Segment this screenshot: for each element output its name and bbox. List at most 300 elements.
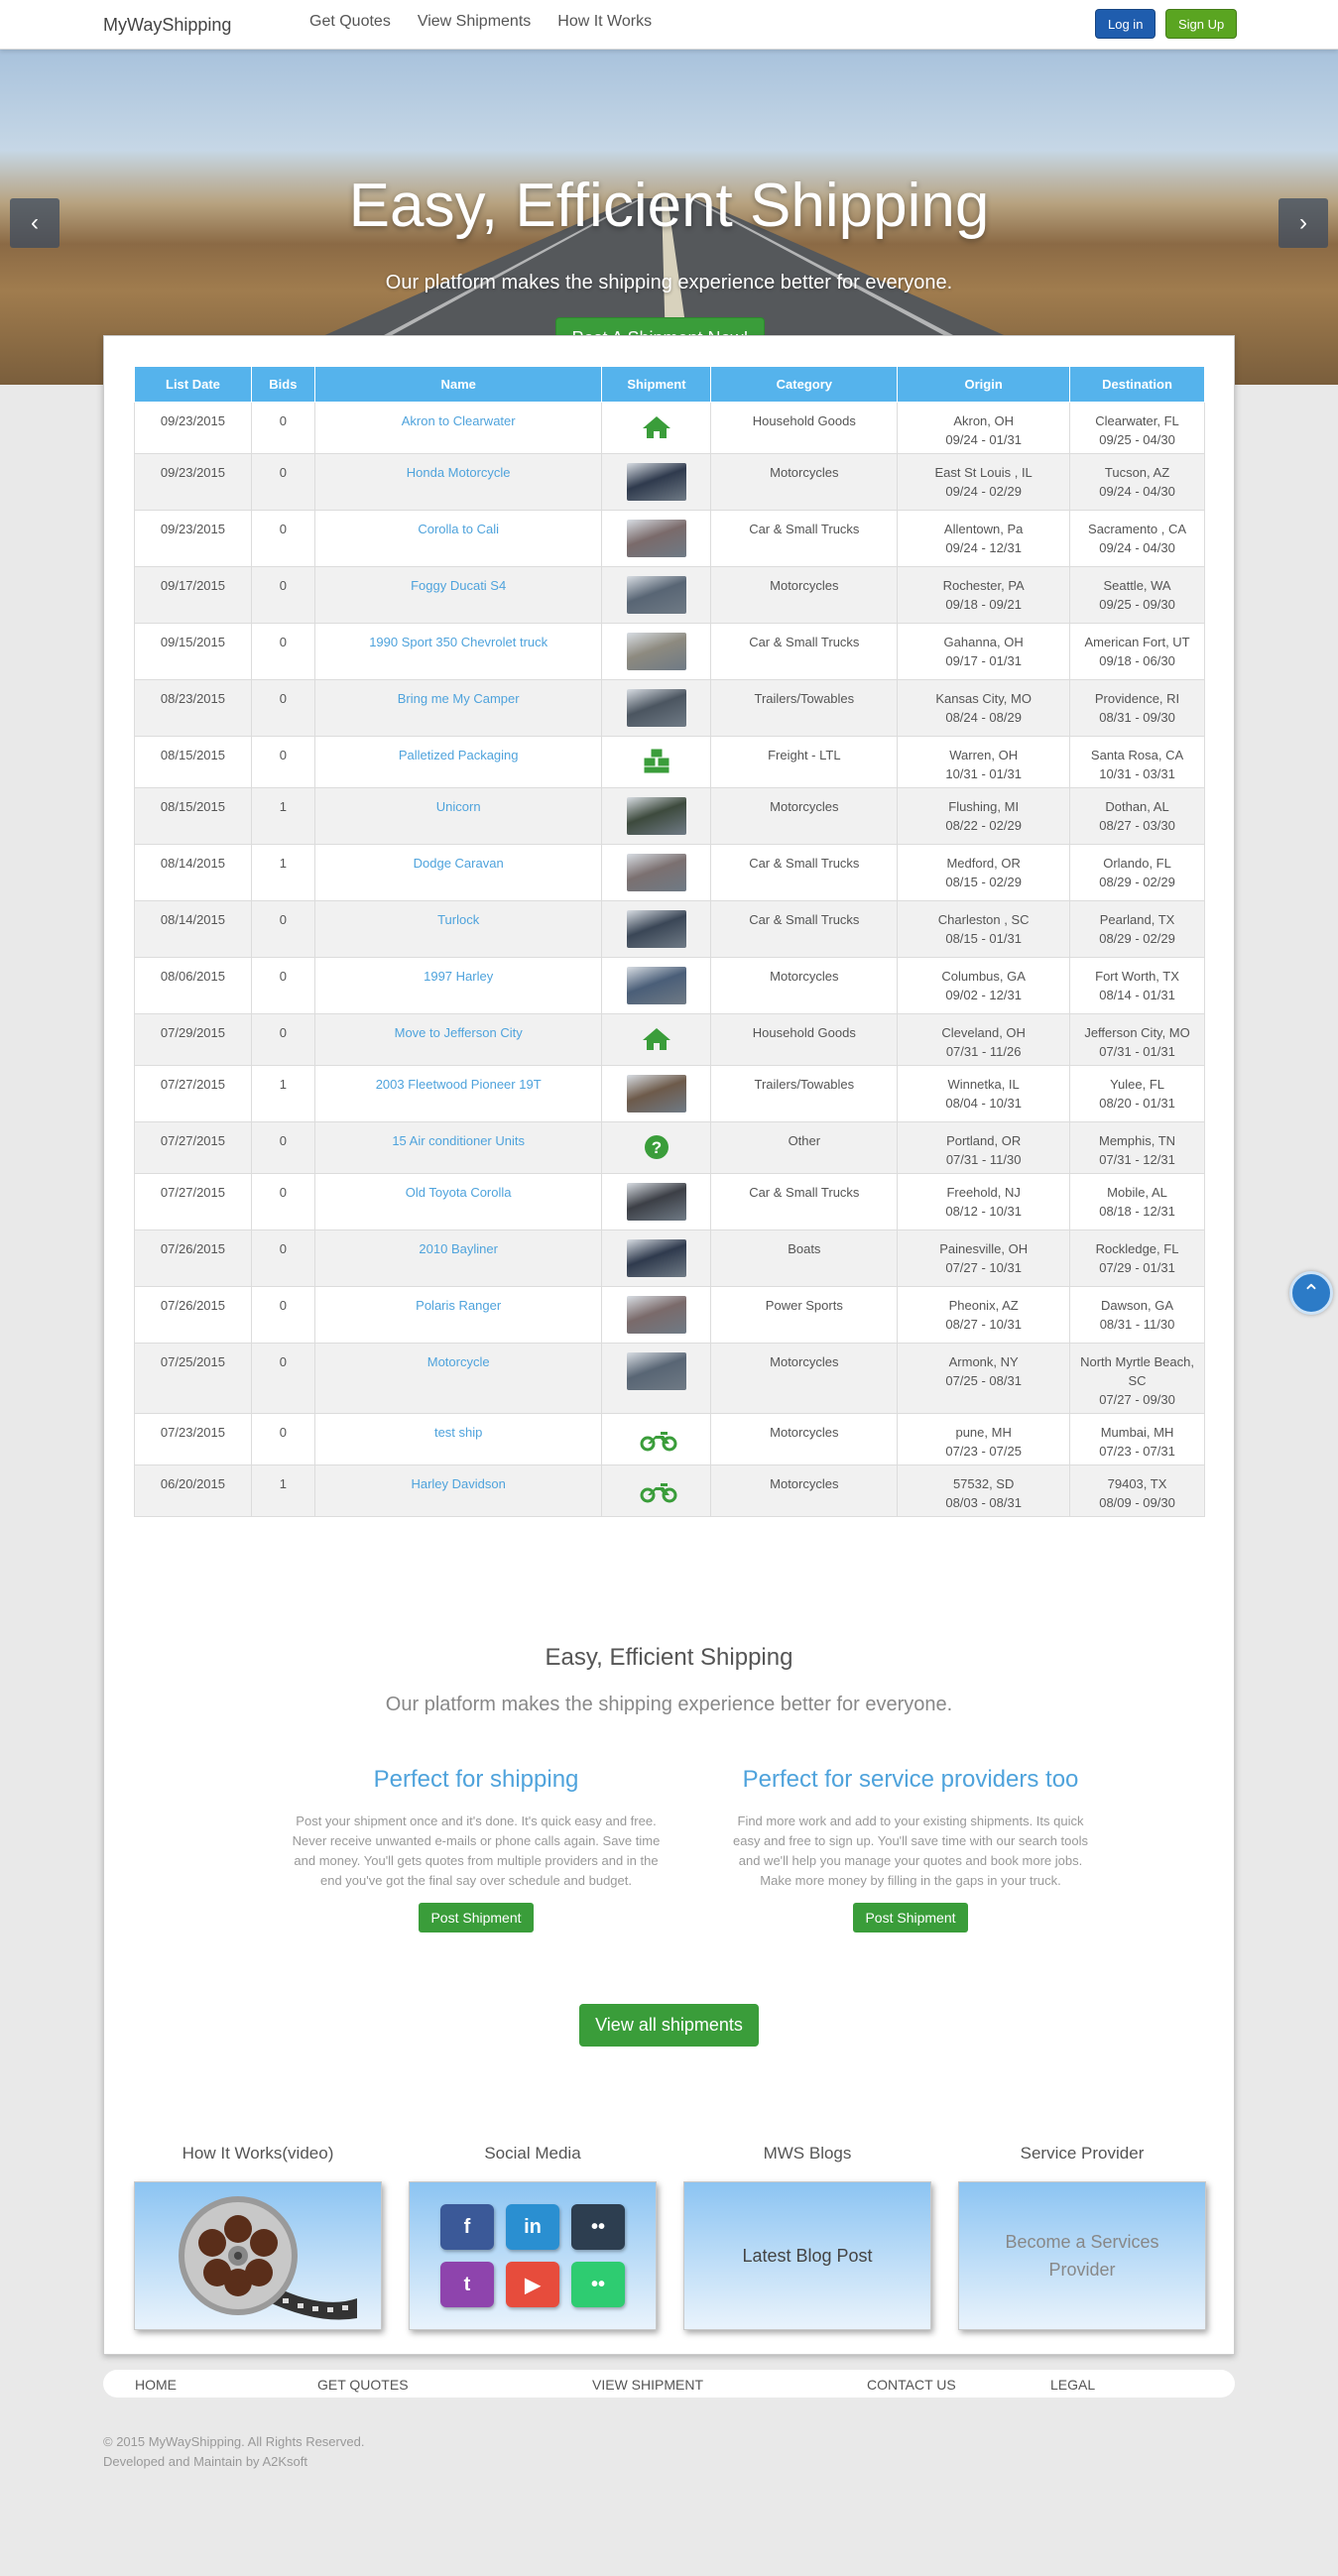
footer-home-link[interactable]: HOME — [135, 2377, 177, 2393]
house-icon — [639, 1023, 674, 1055]
about-columns — [134, 1766, 1204, 2004]
cell-origin — [898, 737, 1070, 788]
origin-dates: 07/31 - 11/26 — [945, 1044, 1022, 1059]
table-row[interactable] — [135, 511, 1205, 567]
cell-bids: 1 — [251, 788, 314, 845]
shipment-photo[interactable] — [627, 1075, 686, 1112]
cell-shipment — [602, 1122, 711, 1174]
shipment-name-link[interactable]: Unicorn — [435, 799, 481, 814]
origin-location: Flushing, MI — [948, 799, 1020, 814]
cell-name — [314, 567, 602, 624]
cell-shipment — [602, 1465, 711, 1517]
cell-list-date: 07/27/2015 — [135, 1174, 252, 1230]
cell-category: Freight - LTL — [711, 737, 898, 788]
table-row[interactable] — [135, 958, 1205, 1014]
origin-dates: 10/31 - 01/31 — [945, 766, 1022, 781]
cell-destination — [1070, 1014, 1205, 1066]
origin-location: Freehold, NJ — [946, 1185, 1021, 1200]
origin-dates: 07/31 - 11/30 — [945, 1152, 1022, 1167]
flickr-icon[interactable]: •• — [571, 2204, 625, 2250]
cell-shipment — [602, 737, 711, 788]
cell-list-date: 07/26/2015 — [135, 1287, 252, 1344]
destination-location: Fort Worth, TX — [1095, 969, 1179, 984]
cell-name — [314, 1014, 602, 1066]
cell-category: Car & Small Trucks — [711, 1174, 898, 1230]
origin-location: 57532, SD — [952, 1476, 1015, 1491]
shipments-table-body — [135, 403, 1205, 1517]
destination-location: American Fort, UT — [1084, 635, 1190, 649]
become-provider-box[interactable] — [958, 2181, 1206, 2330]
table-row[interactable] — [135, 901, 1205, 958]
cell-bids: 0 — [251, 454, 314, 511]
cell-bids: 0 — [251, 1174, 314, 1230]
table-row[interactable] — [135, 680, 1205, 737]
cell-list-date: 06/20/2015 — [135, 1465, 252, 1517]
cell-category: Car & Small Trucks — [711, 624, 898, 680]
destination-dates: 08/29 - 02/29 — [1099, 875, 1175, 889]
cell-list-date: 07/27/2015 — [135, 1066, 252, 1122]
shipment-photo[interactable] — [627, 1239, 686, 1277]
post-shipment-button-2[interactable]: Post Shipment — [853, 1903, 967, 1932]
shipment-name-link[interactable]: 2010 Bayliner — [419, 1241, 498, 1256]
about-subtitle: Our platform makes the shipping experience better for everyone. — [385, 1694, 953, 1715]
cell-origin — [898, 1344, 1070, 1414]
footer-view-shipment-link[interactable]: VIEW SHIPMENT — [592, 2377, 704, 2393]
origin-dates: 08/04 - 10/31 — [945, 1096, 1022, 1111]
nav-how-it-works[interactable]: How It Works — [557, 13, 653, 30]
widgets-row — [134, 2144, 1204, 2352]
footer-contact-link[interactable]: CONTACT US — [867, 2377, 956, 2393]
origin-location: pune, MH — [955, 1425, 1012, 1440]
footer-get-quotes-link[interactable]: GET QUOTES — [317, 2377, 409, 2393]
facebook-icon[interactable]: f — [440, 2204, 494, 2250]
cell-shipment — [602, 1344, 711, 1414]
destination-location: Memphis, TN — [1099, 1133, 1176, 1148]
destination-location: Clearwater, FL — [1095, 413, 1179, 428]
cell-list-date: 08/14/2015 — [135, 901, 252, 958]
destination-dates: 08/31 - 09/30 — [1099, 710, 1175, 725]
signup-button[interactable]: Sign Up — [1165, 9, 1237, 39]
table-row[interactable] — [135, 454, 1205, 511]
destination-location: 79403, TX — [1107, 1476, 1167, 1491]
shipment-name-link[interactable]: Motorcycle — [426, 1354, 490, 1369]
table-row[interactable] — [135, 1066, 1205, 1122]
latest-blog-link[interactable]: Latest Blog Post — [742, 2246, 873, 2266]
origin-location: Akron, OH — [953, 413, 1014, 428]
shipment-photo[interactable] — [627, 797, 686, 835]
table-row[interactable] — [135, 624, 1205, 680]
shipment-name-link[interactable]: 1990 Sport 350 Chevrolet truck — [369, 635, 548, 649]
cell-name — [314, 454, 602, 511]
cell-category: Household Goods — [711, 403, 898, 454]
cell-category: Motorcycles — [711, 454, 898, 511]
origin-dates: 08/22 - 02/29 — [945, 818, 1022, 833]
origin-dates: 08/12 - 10/31 — [945, 1204, 1022, 1219]
cell-destination — [1070, 1287, 1205, 1344]
cell-name — [314, 1230, 602, 1287]
destination-location: Yulee, FL — [1110, 1077, 1164, 1092]
cell-shipment — [602, 788, 711, 845]
shipment-name-link[interactable]: 15 Air conditioner Units — [392, 1133, 525, 1148]
brand-logo[interactable]: MyWayShipping — [103, 15, 232, 35]
footer-legal-link[interactable]: LEGAL — [1050, 2377, 1096, 2393]
col-name[interactable]: Name — [314, 367, 602, 403]
table-row[interactable] — [135, 737, 1205, 788]
cell-category: Car & Small Trucks — [711, 845, 898, 901]
origin-location: Allentown, Pa — [943, 522, 1024, 536]
cell-origin — [898, 403, 1070, 454]
cell-shipment — [602, 845, 711, 901]
linkedin-icon[interactable]: in — [506, 2204, 559, 2250]
destination-location: Orlando, FL — [1103, 856, 1171, 871]
shipment-name-link[interactable]: Turlock — [437, 912, 480, 927]
shipment-photo[interactable] — [627, 633, 686, 670]
cell-destination — [1070, 567, 1205, 624]
cell-bids: 0 — [251, 567, 314, 624]
cell-name — [314, 511, 602, 567]
cell-list-date: 09/23/2015 — [135, 511, 252, 567]
origin-dates: 09/02 - 12/31 — [945, 988, 1022, 1002]
cell-category: Motorcycles — [711, 788, 898, 845]
destination-location: Sacramento , CA — [1088, 522, 1187, 536]
destination-dates: 09/18 - 06/30 — [1099, 653, 1175, 668]
cell-category: Motorcycles — [711, 567, 898, 624]
cell-category: Household Goods — [711, 1014, 898, 1066]
cell-category: Motorcycles — [711, 958, 898, 1014]
twitter-icon[interactable]: t — [440, 2262, 494, 2307]
video-widget — [134, 2144, 382, 2330]
shipment-photo[interactable] — [627, 689, 686, 727]
cell-bids: 1 — [251, 1066, 314, 1122]
origin-dates: 09/17 - 01/31 — [945, 653, 1022, 668]
motorcycle-icon — [639, 1423, 674, 1455]
cell-destination — [1070, 1230, 1205, 1287]
cell-bids: 1 — [251, 845, 314, 901]
social-widget-title: Social Media — [484, 2144, 581, 2163]
shipment-photo[interactable] — [627, 576, 686, 614]
shipment-name-link[interactable]: Old Toyota Corolla — [405, 1185, 512, 1200]
video-widget-title: How It Works(video) — [182, 2144, 334, 2163]
col-category[interactable]: Category — [711, 367, 898, 403]
carousel-next-button[interactable]: › — [1278, 198, 1328, 248]
cell-destination — [1070, 788, 1205, 845]
cell-name — [314, 1287, 602, 1344]
provider-title: Perfect for service providers too — [742, 1766, 1079, 1793]
destination-location: Pearland, TX — [1099, 912, 1175, 927]
origin-dates: 09/24 - 02/29 — [945, 484, 1022, 499]
cell-bids: 0 — [251, 680, 314, 737]
latest-blog-box[interactable] — [683, 2181, 931, 2330]
shipment-name-link[interactable]: 2003 Fleetwood Pioneer 19T — [375, 1077, 542, 1092]
origin-dates: 09/24 - 12/31 — [945, 540, 1022, 555]
shipment-name-link[interactable]: Move to Jefferson City — [394, 1025, 523, 1040]
shipment-name-link[interactable]: Harley Davidson — [411, 1476, 506, 1491]
cell-name — [314, 624, 602, 680]
origin-dates: 08/15 - 01/31 — [945, 931, 1022, 946]
shipment-name-link[interactable]: Bring me My Camper — [397, 691, 520, 706]
cell-origin — [898, 1465, 1070, 1517]
table-row[interactable] — [135, 1014, 1205, 1066]
cell-origin — [898, 1122, 1070, 1174]
shipment-name-link[interactable]: 1997 Harley — [424, 969, 494, 984]
cell-name — [314, 901, 602, 958]
shipment-name-link[interactable]: test ship — [433, 1425, 483, 1440]
origin-location: Warren, OH — [949, 748, 1019, 762]
provider-column — [707, 1766, 1114, 1932]
youtube-icon[interactable]: ▶ — [506, 2262, 559, 2307]
view-all-shipments-button[interactable]: View all shipments — [579, 2004, 759, 2047]
social-icons-grid — [440, 2204, 625, 2307]
cell-list-date: 07/26/2015 — [135, 1230, 252, 1287]
col-list-date[interactable]: List Date — [135, 367, 252, 403]
destination-location: Mumbai, MH — [1100, 1425, 1174, 1440]
table-row[interactable] — [135, 845, 1205, 901]
cell-bids: 0 — [251, 1014, 314, 1066]
destination-dates: 10/31 - 03/31 — [1099, 766, 1175, 781]
col-destination[interactable]: Destination — [1070, 367, 1205, 403]
cell-category: Motorcycles — [711, 1465, 898, 1517]
cell-list-date: 07/27/2015 — [135, 1122, 252, 1174]
cell-bids: 0 — [251, 1287, 314, 1344]
origin-location: Armonk, NY — [948, 1354, 1019, 1369]
blogs-widget-title: MWS Blogs — [763, 2144, 852, 2163]
top-navbar — [0, 0, 1338, 50]
copyright — [103, 2432, 1338, 2502]
cell-category: Trailers/Towables — [711, 680, 898, 737]
motorcycle-icon — [639, 1474, 674, 1506]
shipments-table — [134, 366, 1205, 1517]
table-row[interactable] — [135, 1287, 1205, 1344]
table-row[interactable] — [135, 1344, 1205, 1414]
destination-location: Dothan, AL — [1105, 799, 1169, 814]
shipment-photo[interactable] — [627, 967, 686, 1004]
origin-location: Medford, OR — [946, 856, 1021, 871]
cell-list-date: 09/23/2015 — [135, 454, 252, 511]
cell-bids: 0 — [251, 901, 314, 958]
destination-dates: 08/18 - 12/31 — [1099, 1204, 1175, 1219]
cell-list-date: 08/15/2015 — [135, 788, 252, 845]
cell-name — [314, 845, 602, 901]
table-row[interactable] — [135, 567, 1205, 624]
provider-text: Find more work and add to your existing shipments. Its quick easy and free to sign up. You'll save time with our search tools and we'll help you manage your quotes and book more jobs. Make more money by filling in the gaps in your truck. — [732, 1814, 1089, 1888]
cell-destination — [1070, 403, 1205, 454]
cell-name — [314, 1066, 602, 1122]
destination-dates: 07/31 - 12/31 — [1099, 1152, 1175, 1167]
shipment-photo[interactable] — [627, 520, 686, 557]
destination-dates: 07/27 - 09/30 — [1099, 1392, 1175, 1407]
become-provider-link[interactable]: Become a Services Provider — [1005, 2232, 1159, 2280]
shipment-photo[interactable] — [627, 1352, 686, 1390]
table-row[interactable] — [135, 788, 1205, 845]
table-row[interactable] — [135, 1414, 1205, 1465]
shipment-photo[interactable] — [627, 910, 686, 948]
nav-get-quotes[interactable]: Get Quotes — [309, 13, 391, 30]
origin-location: Winnetka, IL — [947, 1077, 1020, 1092]
destination-dates: 08/27 - 03/30 — [1099, 818, 1175, 833]
shipper-title: Perfect for shipping — [373, 1766, 579, 1793]
cell-bids: 0 — [251, 1230, 314, 1287]
origin-location: Kansas City, MO — [935, 691, 1032, 706]
destination-dates: 09/24 - 04/30 — [1099, 484, 1175, 499]
footer-nav — [103, 2370, 1235, 2398]
cell-list-date: 09/17/2015 — [135, 567, 252, 624]
table-row[interactable] — [135, 403, 1205, 454]
origin-location: Charleston , SC — [937, 912, 1030, 927]
cell-destination — [1070, 511, 1205, 567]
origin-dates: 07/23 - 07/25 — [945, 1444, 1022, 1459]
origin-dates: 08/27 - 10/31 — [945, 1317, 1022, 1332]
cell-origin — [898, 1287, 1070, 1344]
main-content — [103, 335, 1235, 2355]
cell-category: Car & Small Trucks — [711, 511, 898, 567]
shipment-photo[interactable] — [627, 1296, 686, 1334]
shipment-name-link[interactable]: Foggy Ducati S4 — [411, 578, 507, 593]
destination-dates: 08/29 - 02/29 — [1099, 931, 1175, 946]
cell-name — [314, 958, 602, 1014]
cell-bids: 0 — [251, 1122, 314, 1174]
cell-origin — [898, 624, 1070, 680]
cell-name — [314, 737, 602, 788]
cell-bids: 0 — [251, 1414, 314, 1465]
flickr-alt-icon[interactable]: •• — [571, 2262, 625, 2307]
about-title: Easy, Efficient Shipping — [545, 1644, 793, 1671]
post-shipment-button-1[interactable]: Post Shipment — [419, 1903, 533, 1932]
cell-list-date: 09/15/2015 — [135, 624, 252, 680]
cell-destination — [1070, 845, 1205, 901]
cell-bids: 1 — [251, 1465, 314, 1517]
shipment-photo[interactable] — [627, 1183, 686, 1221]
carousel-prev-button[interactable]: ‹ — [10, 198, 60, 248]
cell-shipment — [602, 1014, 711, 1066]
destination-location: Dawson, GA — [1101, 1298, 1174, 1313]
cell-shipment — [602, 1230, 711, 1287]
cell-list-date: 08/06/2015 — [135, 958, 252, 1014]
cell-origin — [898, 845, 1070, 901]
table-row[interactable] — [135, 1230, 1205, 1287]
shipment-name-link[interactable]: Palletized Packaging — [398, 748, 519, 762]
cell-bids: 0 — [251, 958, 314, 1014]
cell-origin — [898, 1014, 1070, 1066]
social-box — [409, 2181, 657, 2330]
origin-location: Painesville, OH — [939, 1241, 1029, 1256]
table-row[interactable] — [135, 1122, 1205, 1174]
developer-text: Developed and Maintain by A2Ksoft — [103, 2454, 307, 2469]
shipment-photo[interactable] — [627, 854, 686, 891]
cell-origin — [898, 788, 1070, 845]
destination-dates: 08/31 - 11/30 — [1099, 1317, 1175, 1332]
login-button[interactable]: Log in — [1095, 9, 1156, 39]
destination-dates: 09/25 - 04/30 — [1099, 432, 1175, 447]
destination-location: Tucson, AZ — [1104, 465, 1170, 480]
table-header-row — [135, 367, 1205, 403]
origin-dates: 08/03 - 08/31 — [945, 1495, 1022, 1510]
cell-destination — [1070, 1066, 1205, 1122]
col-origin[interactable]: Origin — [898, 367, 1070, 403]
cell-origin — [898, 511, 1070, 567]
cell-shipment — [602, 901, 711, 958]
scroll-to-top-button[interactable] — [1289, 1271, 1333, 1315]
shipment-name-link[interactable]: Corolla to Cali — [418, 522, 499, 536]
shipment-name-link[interactable]: Dodge Caravan — [413, 856, 504, 871]
provider-widget-title: Service Provider — [1020, 2144, 1145, 2163]
cell-destination — [1070, 1465, 1205, 1517]
table-row[interactable] — [135, 1465, 1205, 1517]
cell-name — [314, 788, 602, 845]
cell-origin — [898, 901, 1070, 958]
destination-dates: 08/14 - 01/31 — [1099, 988, 1175, 1002]
cell-shipment — [602, 403, 711, 454]
shipment-name-link[interactable]: Honda Motorcycle — [406, 465, 511, 480]
col-bids[interactable]: Bids — [251, 367, 314, 403]
video-box[interactable] — [134, 2181, 382, 2330]
destination-dates: 08/20 - 01/31 — [1099, 1096, 1175, 1111]
cell-category: Other — [711, 1122, 898, 1174]
origin-dates: 07/27 - 10/31 — [945, 1260, 1022, 1275]
nav-view-shipments[interactable]: View Shipments — [417, 13, 532, 30]
cell-category: Motorcycles — [711, 1344, 898, 1414]
cell-shipment — [602, 958, 711, 1014]
destination-dates: 07/31 - 01/31 — [1099, 1044, 1175, 1059]
cell-destination — [1070, 1414, 1205, 1465]
table-row[interactable] — [135, 1174, 1205, 1230]
destination-location: Jefferson City, MO — [1084, 1025, 1190, 1040]
destination-dates: 07/29 - 01/31 — [1099, 1260, 1175, 1275]
cell-list-date: 09/23/2015 — [135, 403, 252, 454]
cell-name — [314, 1122, 602, 1174]
cell-category: Power Sports — [711, 1287, 898, 1344]
origin-location: Gahanna, OH — [943, 635, 1024, 649]
shipment-photo[interactable] — [627, 463, 686, 501]
cell-shipment — [602, 1287, 711, 1344]
cell-shipment — [602, 624, 711, 680]
cell-bids: 0 — [251, 1344, 314, 1414]
cell-name — [314, 1465, 602, 1517]
shipper-text: Post your shipment once and it's done. It's quick easy and free. Never receive unwanted e-mails or phone calls again. Save time and money. You'll gets quotes from multiple providers and in the end you've got the final say over schedule and budget. — [292, 1814, 661, 1888]
hero-subtitle: Our platform makes the shipping experience better for everyone. — [385, 272, 953, 293]
provider-widget — [958, 2144, 1206, 2330]
cell-name — [314, 403, 602, 454]
question-icon — [639, 1131, 674, 1163]
cell-list-date: 07/23/2015 — [135, 1414, 252, 1465]
shipment-name-link[interactable]: Akron to Clearwater — [401, 413, 516, 428]
house-icon — [639, 411, 674, 443]
cell-list-date: 07/29/2015 — [135, 1014, 252, 1066]
col-shipment[interactable]: Shipment — [602, 367, 711, 403]
cell-shipment — [602, 1174, 711, 1230]
cell-list-date: 08/15/2015 — [135, 737, 252, 788]
destination-dates: 09/25 - 09/30 — [1099, 597, 1175, 612]
destination-location: Providence, RI — [1094, 691, 1180, 706]
destination-dates: 07/23 - 07/31 — [1099, 1444, 1175, 1459]
destination-location: Santa Rosa, CA — [1090, 748, 1184, 762]
origin-location: East St Louis , IL — [934, 465, 1033, 480]
blogs-widget — [683, 2144, 931, 2330]
cell-origin — [898, 1174, 1070, 1230]
destination-location: Seattle, WA — [1103, 578, 1171, 593]
cell-name — [314, 1174, 602, 1230]
social-widget — [409, 2144, 657, 2330]
cell-destination — [1070, 958, 1205, 1014]
destination-location: Rockledge, FL — [1095, 1241, 1179, 1256]
boxes-icon — [639, 746, 674, 777]
shipment-name-link[interactable]: Polaris Ranger — [416, 1298, 502, 1313]
cell-name — [314, 1414, 602, 1465]
copyright-text: © 2015 MyWayShipping. All Rights Reserved. — [103, 2434, 365, 2449]
origin-dates: 08/15 - 02/29 — [945, 875, 1022, 889]
destination-dates: 09/24 - 04/30 — [1099, 540, 1175, 555]
cell-origin — [898, 958, 1070, 1014]
cell-destination — [1070, 1344, 1205, 1414]
